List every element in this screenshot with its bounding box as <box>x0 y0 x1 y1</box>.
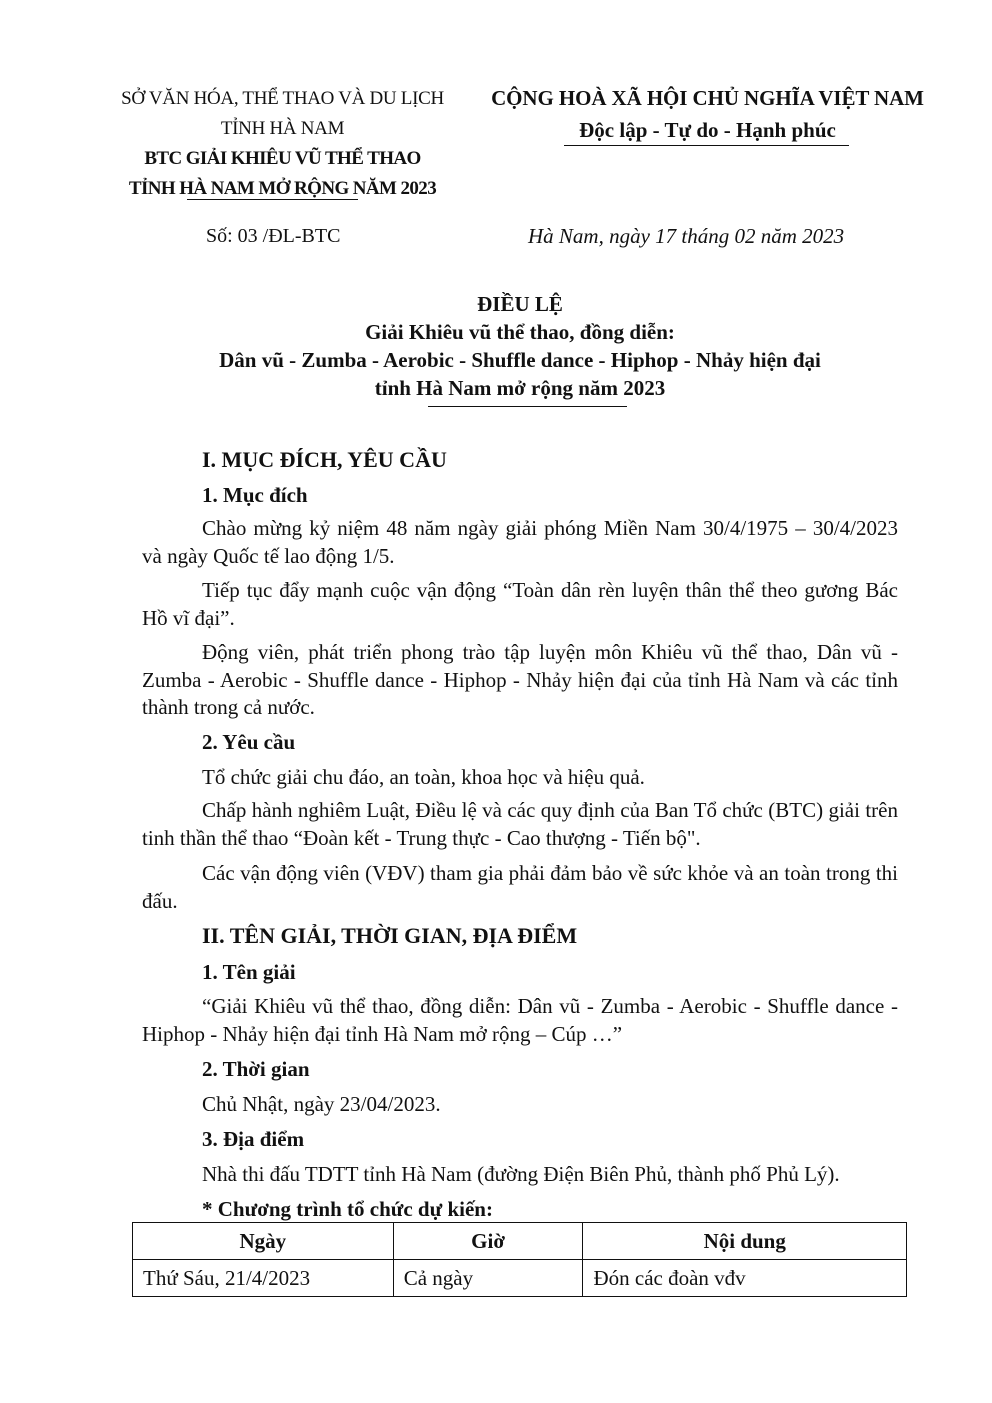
agency-line-4: TỈNH HÀ NAM MỞ RỘNG NĂM 2023 <box>128 178 437 199</box>
title-line-3: Dân vũ - Zumba - Aerobic - Shuffle dance - Hiphop - Nhảy hiện đại <box>219 348 821 372</box>
paragraph: Chấp hành nghiêm Luật, Điều lệ và các quy định của Ban Tổ chức (BTC) giải trên tinh thần thể thao “Đoàn kết - Trung thực - Cao thượng - Tiến bộ". <box>142 798 898 850</box>
title-underline <box>428 406 627 407</box>
paragraph: Tiếp tục đẩy mạnh cuộc vận động “Toàn dân rèn luyện thân thể theo gương Bác Hồ vĩ đại”. <box>142 578 898 630</box>
country-name: CỘNG HOÀ XÃ HỘI CHỦ NGHĨA VIỆT NAM <box>491 86 924 110</box>
column-header-content: Nội dung <box>583 1223 907 1260</box>
paragraph: Động viên, phát triển phong trào tập luyện môn Khiêu vũ thể thao, Dân vũ - Zumba - Aerobic - Shuffle dance - Hiphop - Nhảy hiện đại của tỉnh Hà Nam và các tỉnh thành trong cả nước. <box>142 640 898 719</box>
motto: Độc lập - Tự do - Hạnh phúc <box>579 118 836 142</box>
column-header-date: Ngày <box>133 1223 394 1260</box>
paragraph: Chào mừng kỷ niệm 48 năm ngày giải phóng Miền Nam 30/4/1975 – 30/4/2023 và ngày Quốc tế lao động 1/5. <box>142 516 898 568</box>
section-2-sub-3: 3. Địa điểm <box>202 1127 305 1151</box>
section-2-heading: II. TÊN GIẢI, THỜI GIAN, ĐỊA ĐIỂM <box>202 923 578 948</box>
document-number: Số: 03 /ĐL-BTC <box>206 225 341 247</box>
section-1-sub-1: 1. Mục đích <box>202 483 308 507</box>
agency-line-2: TỈNH HÀ NAM <box>220 118 345 139</box>
document-title <box>120 290 920 402</box>
program-table <box>132 1222 907 1297</box>
paragraph: “Giải Khiêu vũ thể thao, đồng diễn: Dân vũ - Zumba - Aerobic - Shuffle dance - Hiphop - Nhảy hiện đại tỉnh Hà Nam mở rộng – Cúp …” <box>142 994 898 1046</box>
paragraph: Các vận động viên (VĐV) tham gia phải đảm bảo về sức khỏe và an toàn trong thi đấu. <box>142 861 898 913</box>
table-cell: Cả ngày <box>393 1260 583 1297</box>
document-date: Hà Nam, ngày 17 tháng 02 năm 2023 <box>528 224 845 248</box>
table-row <box>133 1260 907 1297</box>
program-heading: * Chương trình tổ chức dự kiến: <box>202 1197 493 1221</box>
table-cell: Đón các đoàn vđv <box>583 1260 907 1297</box>
paragraph: Tổ chức giải chu đáo, an toàn, khoa học và hiệu quả. <box>202 765 645 789</box>
title-line-4: tỉnh Hà Nam mở rộng năm 2023 <box>374 376 666 400</box>
paragraph: Chủ Nhật, ngày 23/04/2023. <box>202 1092 441 1116</box>
title-line-2: Giải Khiêu vũ thể thao, đồng diễn: <box>365 320 675 344</box>
motto-underline <box>564 145 849 146</box>
agency-underline <box>187 199 358 200</box>
issuing-agency <box>95 84 470 204</box>
section-1-heading: I. MỤC ĐÍCH, YÊU CẦU <box>202 447 447 472</box>
paragraph: Nhà thi đấu TDTT tỉnh Hà Nam (đường Điện Biên Phủ, thành phố Phủ Lý). <box>202 1162 840 1186</box>
column-header-time: Giờ <box>393 1223 583 1260</box>
table-cell: Thứ Sáu, 21/4/2023 <box>133 1260 394 1297</box>
agency-line-1: SỞ VĂN HÓA, THỂ THAO VÀ DU LỊCH <box>121 88 444 109</box>
table-header-row <box>133 1223 907 1260</box>
agency-line-3: BTC GIẢI KHIÊU VŨ THỂ THAO <box>144 148 421 169</box>
title-line-1: ĐIỀU LỆ <box>477 292 563 316</box>
section-1-sub-2: 2. Yêu cầu <box>202 730 296 754</box>
national-motto <box>470 82 945 146</box>
section-2-sub-1: 1. Tên giải <box>202 960 296 984</box>
section-2-sub-2: 2. Thời gian <box>202 1057 310 1081</box>
